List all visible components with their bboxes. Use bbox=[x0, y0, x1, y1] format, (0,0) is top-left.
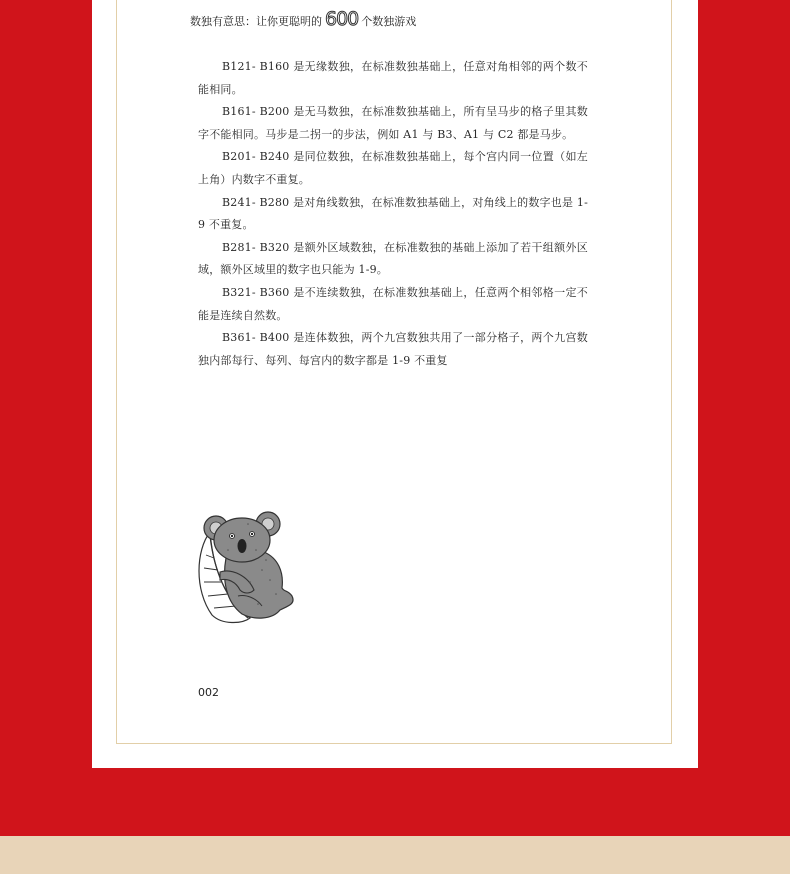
page-body bbox=[198, 56, 588, 372]
paragraph: B321- B360 是不连续数独，在标准数独基础上，任意两个相邻格一定不能是连续自然数。 bbox=[198, 285, 588, 322]
paragraph: B121- B160 是无缘数独，在标准数独基础上，任意对角相邻的两个数不能相同。 bbox=[198, 60, 588, 96]
koala-illustration bbox=[192, 510, 304, 628]
paragraph: B281- B320 是额外区域数独，在标准数独的基础上添加了若干组额外区域，额外区域里的数字也只能为 1-9。 bbox=[198, 240, 588, 277]
running-header bbox=[190, 8, 416, 30]
page-number: 002 bbox=[198, 686, 219, 699]
book-page bbox=[92, 0, 698, 768]
paragraph: B241- B280 是对角线数独，在标准数独基础上，对角线上的数字也是 1-9 不重复。 bbox=[198, 195, 588, 232]
paragraph: B201- B240 是同位数独，在标准数独基础上，每个宫内同一位置（如左上角）内数字不重复。 bbox=[198, 150, 588, 186]
paragraph: B161- B200 是无马数独，在标准数独基础上，所有呈马步的格子里其数字不能相同。马步是二拐一的步法，例如 A1 与 B3、A1 与 C2 都是马步。 bbox=[198, 105, 588, 141]
paragraph: B361- B400 是连体数独，两个九宫数独共用了一部分格子，两个九宫数独内部每行、每列、每宫内的数字都是 1-9 不重复 bbox=[198, 331, 588, 367]
bottom-band bbox=[0, 836, 790, 874]
header-title-number: 600 bbox=[325, 8, 359, 30]
header-title-prefix: 数独有意思：让你更聪明的 bbox=[190, 15, 322, 28]
header-title-suffix: 个数独游戏 bbox=[361, 15, 417, 28]
